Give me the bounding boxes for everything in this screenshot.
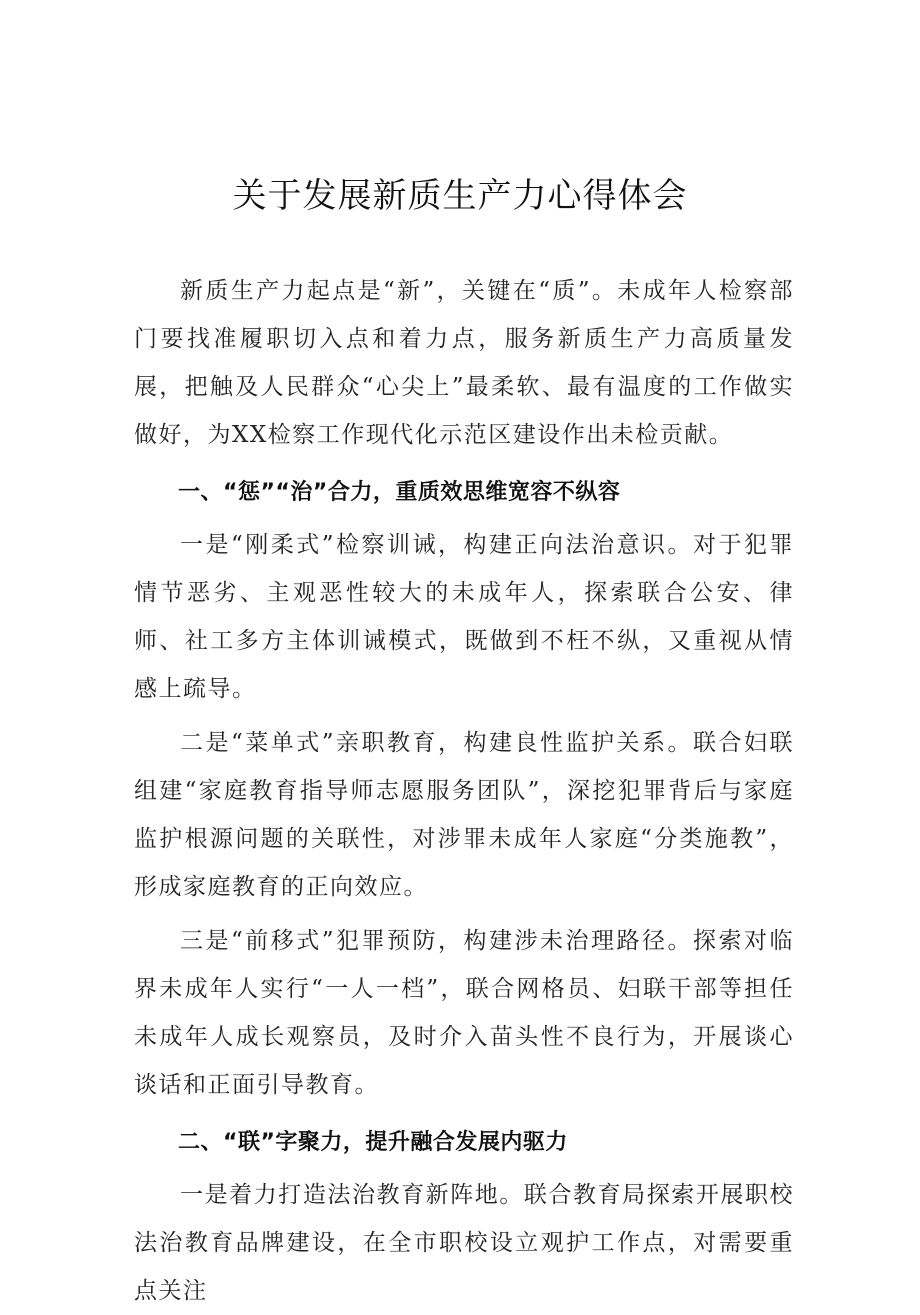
section-1-heading: 一、“惩”“治”合力，重质效思维宽容不纵容 — [178, 480, 621, 505]
section-2-heading: 二、“联”字聚力，提升融合发展内驱力 — [178, 1130, 568, 1155]
document-body — [134, 267, 794, 1315]
section-1-paragraph-3: 三是“前移式”犯罪预防，构建涉未治理路径。探索对临界未成年人实行“一人一档”，联合网格员、妇联干部等担任未成年人成长观察员，及时介入苗头性不良行为，开展谈心谈话和正面引导教育。 — [134, 928, 794, 1098]
intro-paragraph: 新质生产力起点是“新”，关键在“质”。未成年人检察部门要找准履职切入点和着力点，服务新质生产力高质量发展，把触及人民群众“心尖上”最柔软、最有温度的工作做实做好，为XX检察工作现代化示范区建设作出未检贡献。 — [134, 278, 794, 448]
section-1-paragraph-1: 一是“刚柔式”检察训诫，构建正向法治意识。对于犯罪情节恶劣、主观恶性较大的未成年人，探索联合公安、律师、社工多方主体训诫模式，既做到不枉不纵，又重视从情感上疏导。 — [134, 532, 794, 702]
section-1-paragraph-2: 二是“菜单式”亲职教育，构建良性监护关系。联合妇联组建“家庭教育指导师志愿服务团队”，深挖犯罪背后与家庭监护根源问题的关联性，对涉罪未成年人家庭“分类施教”，形成家庭教育的正向效应。 — [134, 730, 794, 900]
document-title: 关于发展新质生产力心得体会 — [232, 176, 688, 216]
section-2-paragraph-1: 一是着力打造法治教育新阵地。联合教育局探索开展职校法治教育品牌建设，在全市职校设立观护工作点，对需要重点关注 — [134, 1182, 794, 1304]
